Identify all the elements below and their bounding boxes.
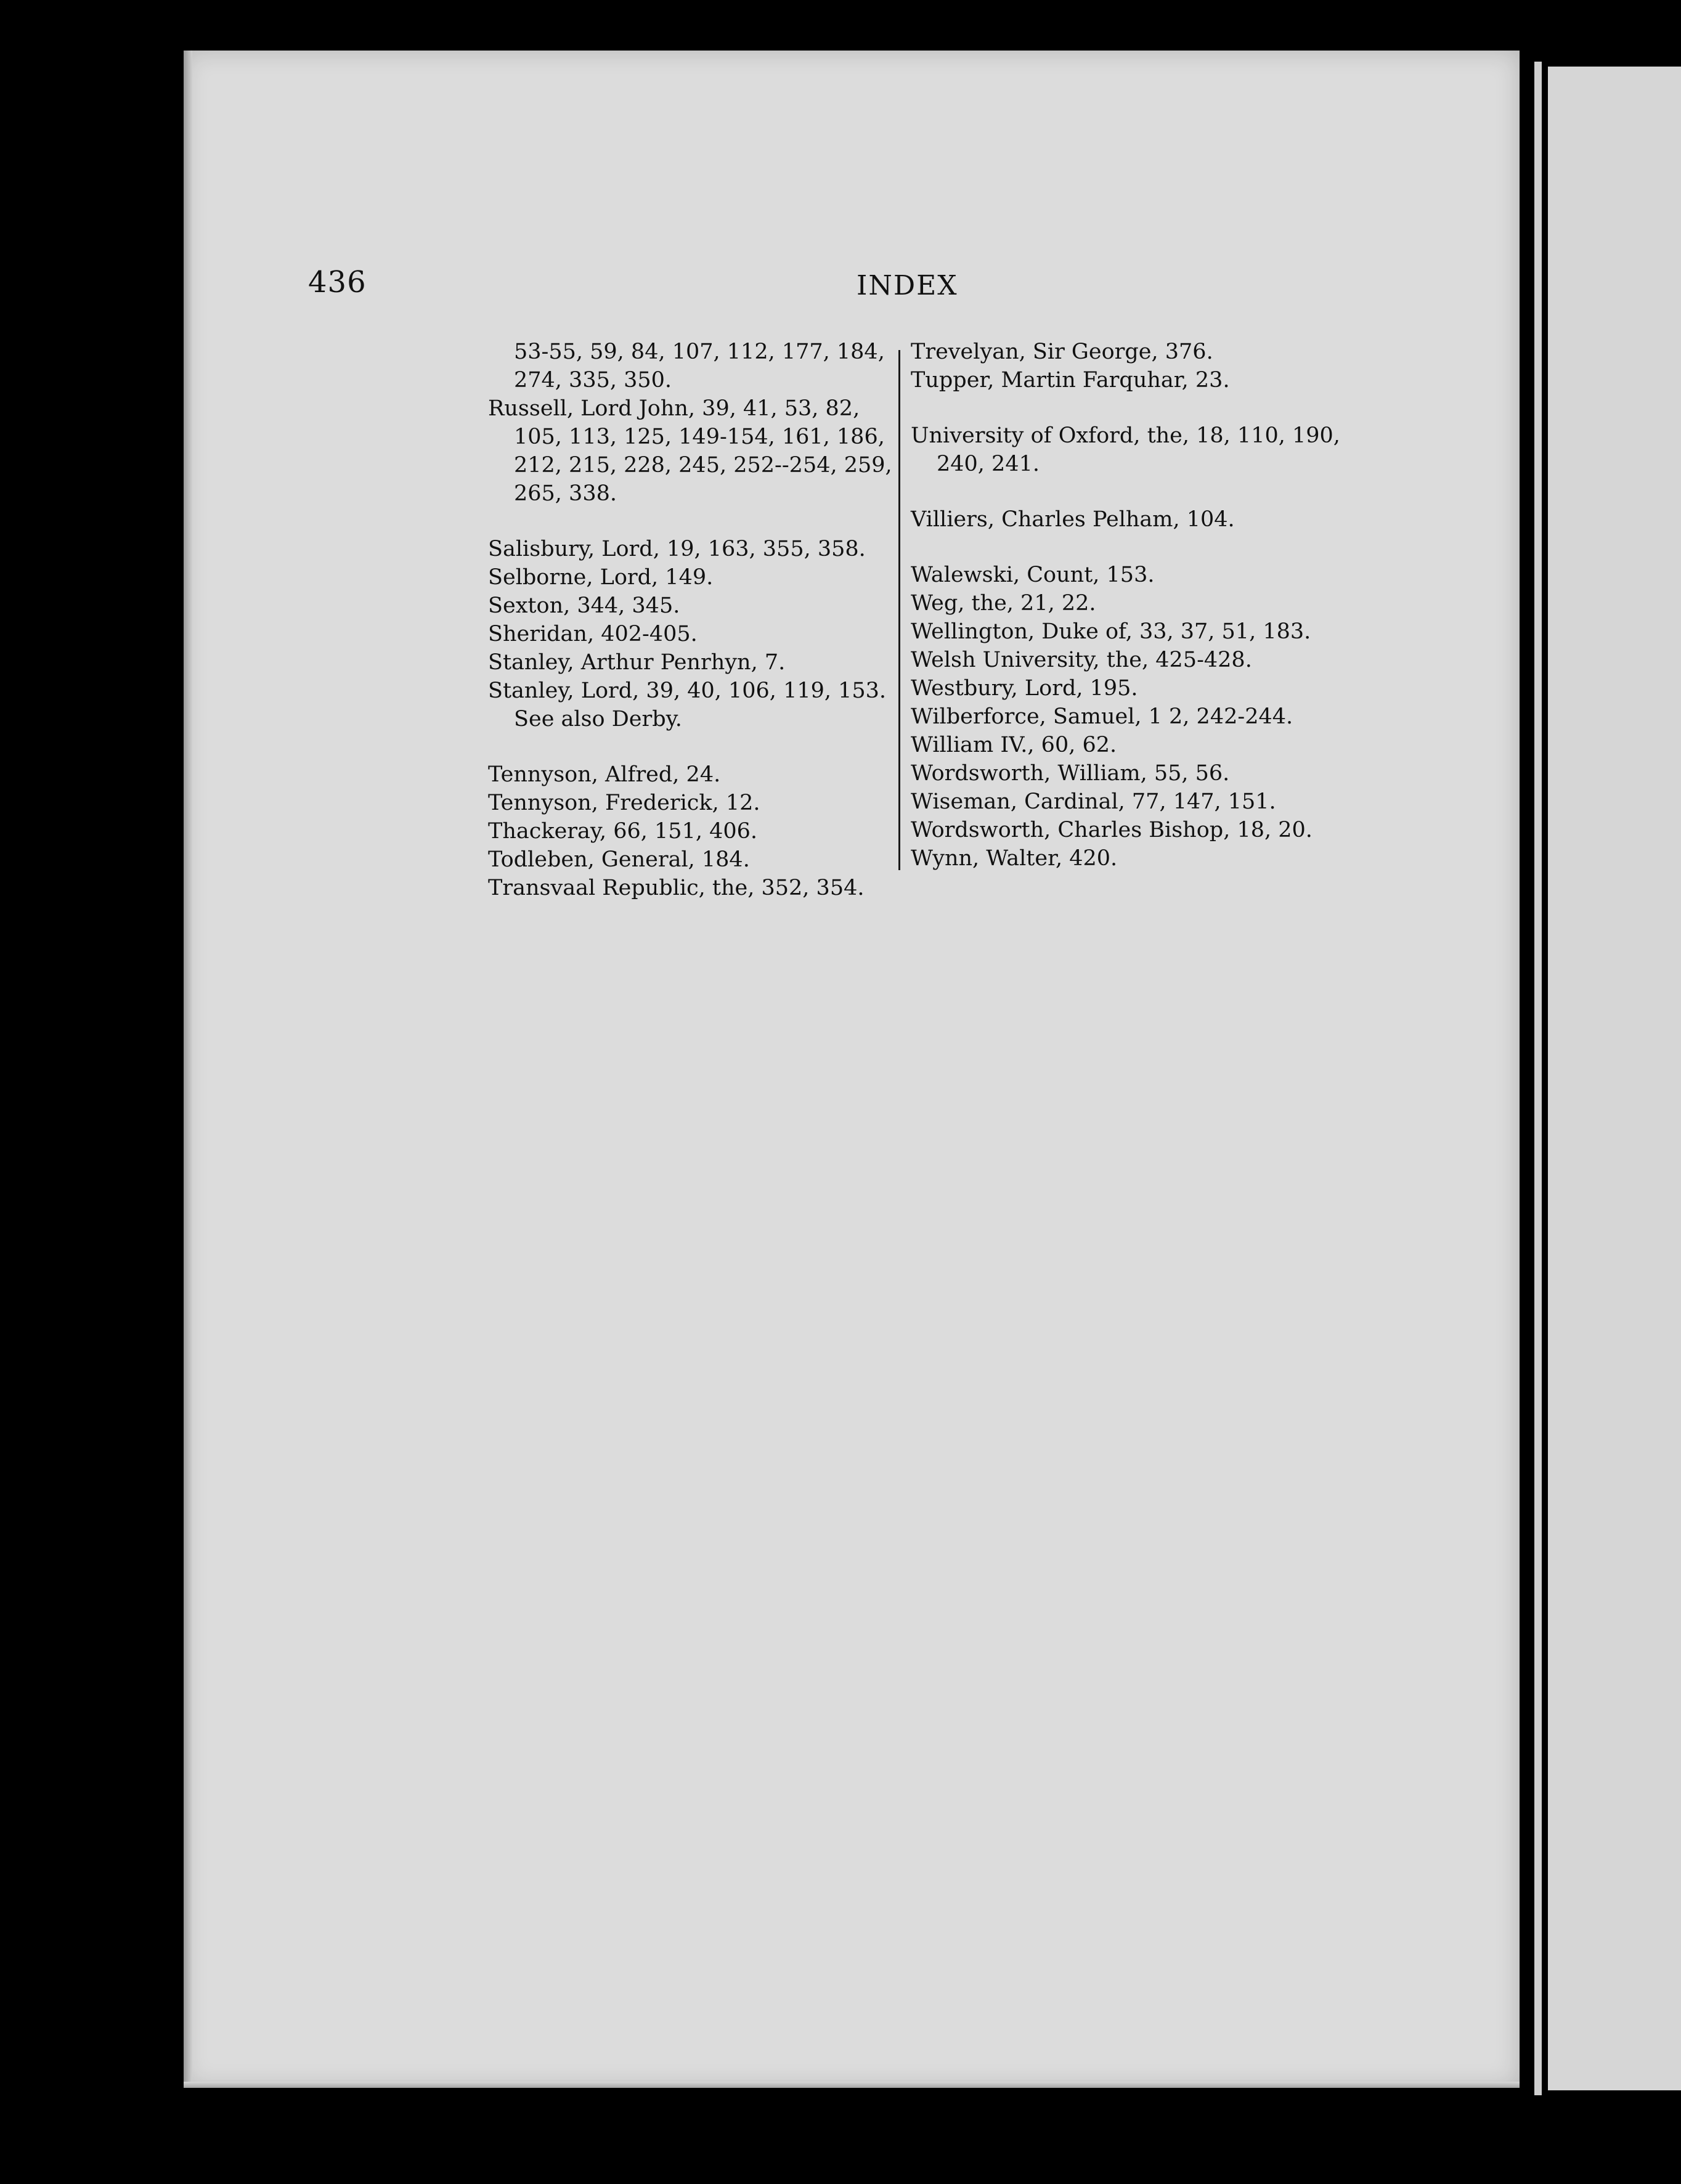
index-entry: Walewski, Count, 153.: [911, 563, 1155, 587]
index-entry: Villiers, Charles Pelham, 104.: [911, 507, 1235, 532]
index-entry: Wellington, Duke of, 33, 37, 51, 183.: [911, 619, 1311, 644]
running-head: INDEX: [857, 270, 958, 301]
page-edge-bottom: [184, 2082, 1520, 2088]
index-entry: Tennyson, Alfred, 24.: [488, 762, 721, 787]
index-entry: Westbury, Lord, 195.: [911, 676, 1138, 701]
index-entry: Wordsworth, William, 55, 56.: [911, 761, 1230, 786]
index-entry: Todleben, General, 184.: [488, 847, 750, 872]
page-number: 436: [308, 265, 367, 299]
index-entry: Sexton, 344, 345.: [488, 593, 680, 618]
index-entry: 53-55, 59, 84, 107, 112, 177, 184, 274, 335, 350.: [514, 340, 885, 393]
entry-gap: [911, 394, 1342, 422]
index-entry: Welsh University, the, 425-428.: [911, 648, 1252, 672]
index-column-left: [488, 338, 895, 902]
entry-gap: [488, 508, 895, 535]
index-entry: Stanley, Lord, 39, 40, 106, 119, 153. See also Derby.: [488, 678, 887, 731]
index-entry: Sheridan, 402-405.: [488, 622, 698, 646]
index-entry: William IV., 60, 62.: [911, 733, 1117, 757]
adjacent-page: [1548, 67, 1681, 2090]
page-edge-left: [184, 51, 192, 2088]
index-entry: Trevelyan, Sir George, 376.: [911, 340, 1213, 364]
index-column-right: [911, 338, 1342, 873]
entry-gap: [488, 733, 895, 760]
adjacent-page-edge: [1534, 62, 1542, 2095]
index-entry: Russell, Lord John, 39, 41, 53, 82, 105, 113, 125, 149-154, 161, 186, 212, 215, 228, 245, 252--254, 259, 265, 338.: [488, 396, 892, 506]
column-divider: [898, 350, 900, 870]
index-entry: Wordsworth, Charles Bishop, 18, 20.: [911, 818, 1313, 842]
index-entry: University of Oxford, the, 18, 110, 190, 240, 241.: [911, 423, 1340, 476]
index-entry: Tupper, Martin Farquhar, 23.: [911, 368, 1230, 393]
index-entry: Thackeray, 66, 151, 406.: [488, 819, 758, 844]
index-entry: Wiseman, Cardinal, 77, 147, 151.: [911, 789, 1276, 814]
index-entry: Salisbury, Lord, 19, 163, 355, 358.: [488, 537, 866, 561]
index-entry: Wilberforce, Samuel, 1 2, 242-244.: [911, 704, 1293, 729]
index-entry: Tennyson, Frederick, 12.: [488, 791, 760, 815]
index-entry: Selborne, Lord, 149.: [488, 565, 714, 590]
index-entry: Stanley, Arthur Penrhyn, 7.: [488, 650, 786, 675]
index-entry: Transvaal Republic, the, 352, 354.: [488, 876, 865, 900]
index-entry: Weg, the, 21, 22.: [911, 591, 1096, 616]
entry-gap: [911, 478, 1342, 505]
entry-gap: [911, 534, 1342, 561]
index-entry: Wynn, Walter, 420.: [911, 846, 1118, 871]
